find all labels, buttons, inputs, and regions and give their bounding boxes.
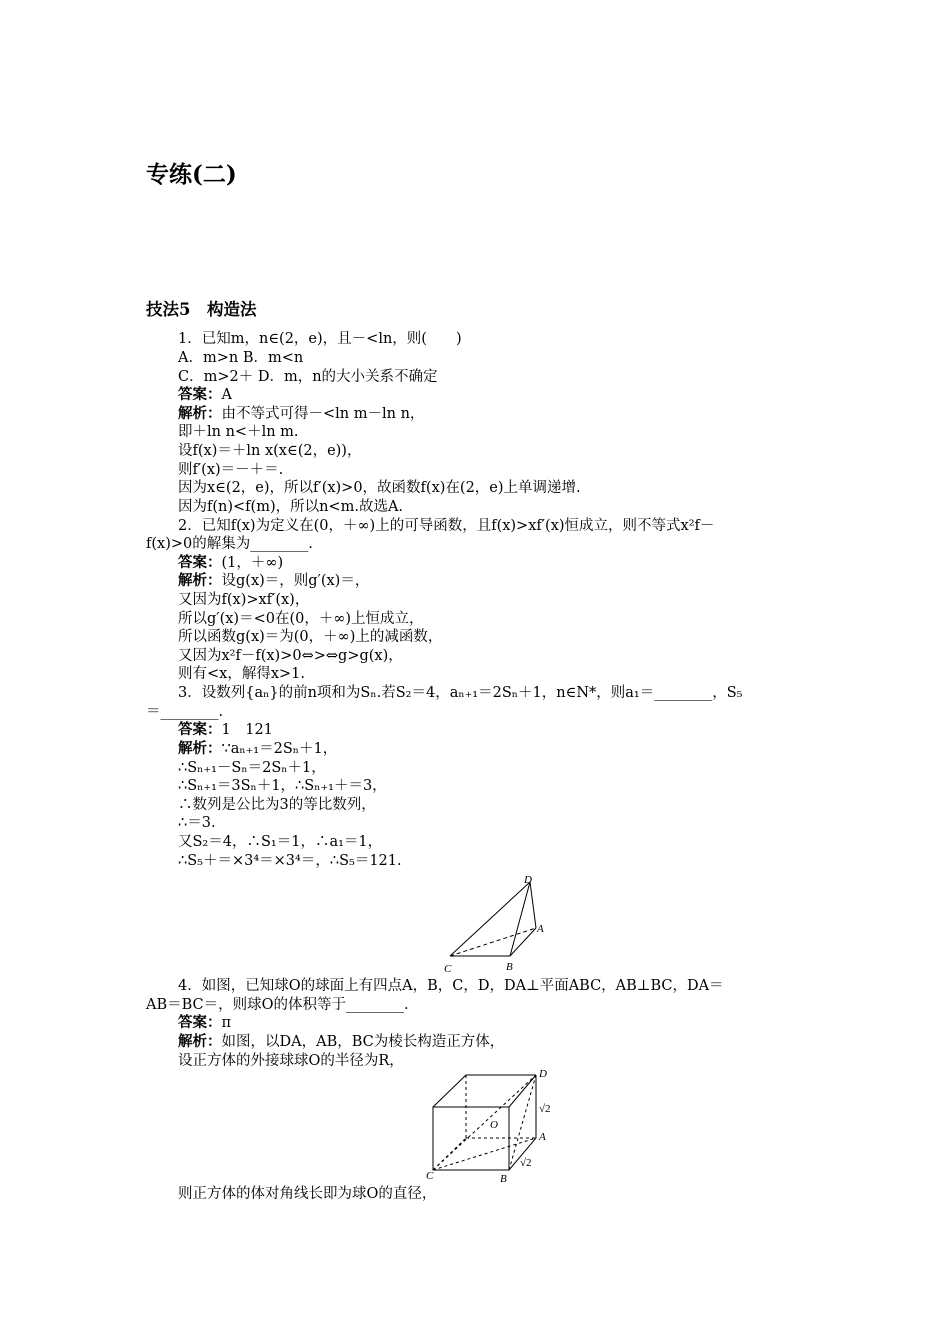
edge-dc bbox=[450, 882, 530, 956]
answer-label: 答案： bbox=[178, 554, 222, 571]
q3-stem-2: ＝________. bbox=[146, 704, 224, 720]
q1-analysis-2: 即＋ln n<＋ln m. bbox=[178, 424, 299, 440]
q1-options-cd: C．m>2＋ D．m，n的大小关系不确定 bbox=[178, 369, 438, 385]
length-da: √2 bbox=[539, 1103, 551, 1115]
label-c: C bbox=[426, 1170, 434, 1182]
q1-answer-line bbox=[178, 386, 232, 404]
q3-analysis-2: ∴Sₙ₊₁－Sₙ＝2Sₙ＋1， bbox=[178, 760, 326, 776]
cube-edge bbox=[433, 1075, 466, 1107]
diagonal-bd bbox=[509, 1075, 536, 1170]
analysis-label: 解析： bbox=[178, 1033, 222, 1050]
q4-analysis-3: 则正方体的体对角线长即为球O的直径， bbox=[178, 1186, 437, 1202]
q1-analysis-4: 则f′(x)＝－＋＝. bbox=[178, 462, 284, 478]
q1-analysis-5: 因为x∈(2，e)，所以f′(x)>0，故函数f(x)在(2，e)上单调递增. bbox=[178, 480, 581, 496]
q2-answer-line bbox=[178, 554, 283, 572]
q2-analysis-4: 所以函数g(x)＝为(0，＋∞)上的减函数， bbox=[178, 629, 443, 645]
q3-analysis-7: ∴S₅＋＝×3⁴＝×3⁴＝，∴S₅＝121. bbox=[178, 853, 402, 869]
analysis-text: 由不等式可得－<ln m－ln n， bbox=[221, 406, 425, 422]
length-ab: √2 bbox=[520, 1157, 532, 1169]
label-a: A bbox=[537, 923, 544, 935]
q1-analysis-1 bbox=[178, 405, 424, 423]
q1-stem: 1．已知m，n∈(2，e)，且－<ln，则( ) bbox=[178, 331, 462, 347]
q3-analysis-4: ∴数列是公比为3的等比数列， bbox=[178, 797, 376, 813]
label-b: B bbox=[506, 961, 513, 973]
analysis-text: 设g(x)＝，则g′(x)＝， bbox=[221, 573, 370, 589]
q4-stem-1: 4．如图，已知球O的球面上有四点A，B，C，D，DA⊥平面ABC，AB⊥BC，DA＝ bbox=[178, 978, 724, 994]
q1-analysis-3: 设f(x)＝＋ln x(x∈(2，e))， bbox=[178, 443, 362, 459]
q3-analysis-1 bbox=[178, 740, 337, 758]
q3-analysis-6: 又S₂＝4，∴S₁＝1，∴a₁＝1， bbox=[178, 834, 383, 850]
label-c: C bbox=[444, 963, 452, 975]
q4-stem-2: AB＝BC＝，则球O的体积等于________. bbox=[146, 997, 409, 1013]
label-d: D bbox=[524, 874, 532, 886]
q2-stem-1: 2．已知f(x)为定义在(0，＋∞)上的可导函数，且f(x)>xf′(x)恒成立，则不等式x²f－ bbox=[178, 518, 715, 534]
q2-stem-2: f(x)>0的解集为________. bbox=[146, 536, 313, 552]
q3-answer: 1 121 bbox=[221, 722, 273, 738]
q3-analysis-5: ∴＝3. bbox=[178, 815, 216, 831]
q3-answer-line bbox=[178, 721, 273, 739]
label-b: B bbox=[500, 1173, 507, 1184]
q2-analysis-6: 则有<x，解得x>1. bbox=[178, 666, 305, 682]
q2-analysis-2: 又因为f(x)>xf′(x)， bbox=[178, 592, 310, 608]
answer-label: 答案： bbox=[178, 386, 222, 403]
q4-analysis-2: 设正方体的外接球球O的半径为R， bbox=[178, 1053, 404, 1069]
label-d: D bbox=[539, 1068, 547, 1080]
q1-options-ab: A．m>n B．m<n bbox=[178, 350, 304, 366]
q1-answer: A bbox=[221, 387, 232, 403]
q2-analysis-5: 又因为x²f－f(x)>0⇔>⇔g>g(x)， bbox=[178, 648, 403, 664]
edge-da bbox=[530, 882, 536, 928]
q4-answer: π bbox=[221, 1015, 232, 1031]
q2-analysis-3: 所以g′(x)＝<0在(0，＋∞)上恒成立， bbox=[178, 611, 424, 627]
q3-analysis-3: ∴Sₙ₊₁＝3Sₙ＋1，∴Sₙ₊₁＋＝3， bbox=[178, 778, 387, 794]
q4-answer-line bbox=[178, 1014, 231, 1032]
label-a: A bbox=[539, 1131, 546, 1143]
q1-analysis-6: 因为f(n)<f(m)，所以n<m.故选A. bbox=[178, 499, 404, 515]
answer-label: 答案： bbox=[178, 721, 222, 738]
cube-edge bbox=[509, 1075, 536, 1107]
analysis-text: 如图，以DA，AB，BC为棱长构造正方体， bbox=[221, 1034, 505, 1050]
analysis-label: 解析： bbox=[178, 740, 222, 757]
q4-analysis-1 bbox=[178, 1033, 504, 1051]
label-o: O bbox=[490, 1119, 498, 1131]
analysis-label: 解析： bbox=[178, 572, 222, 589]
cube-figure bbox=[424, 1066, 564, 1184]
analysis-label: 解析： bbox=[178, 405, 222, 422]
q3-stem-1: 3．设数列{aₙ}的前n项和为Sₙ.若S₂＝4，aₙ₊₁＝2Sₙ＋1，n∈N*，则a₁＝________，S₅ bbox=[178, 685, 743, 701]
q2-answer: (1，＋∞) bbox=[221, 555, 284, 571]
section-heading: 技法5 构造法 bbox=[146, 300, 257, 319]
analysis-text: ∵aₙ₊₁＝2Sₙ＋1， bbox=[221, 741, 338, 757]
page-title: 专练(二) bbox=[146, 161, 237, 188]
tetrahedron-figure bbox=[438, 872, 550, 976]
answer-label: 答案： bbox=[178, 1014, 222, 1031]
q2-analysis-1 bbox=[178, 572, 369, 590]
